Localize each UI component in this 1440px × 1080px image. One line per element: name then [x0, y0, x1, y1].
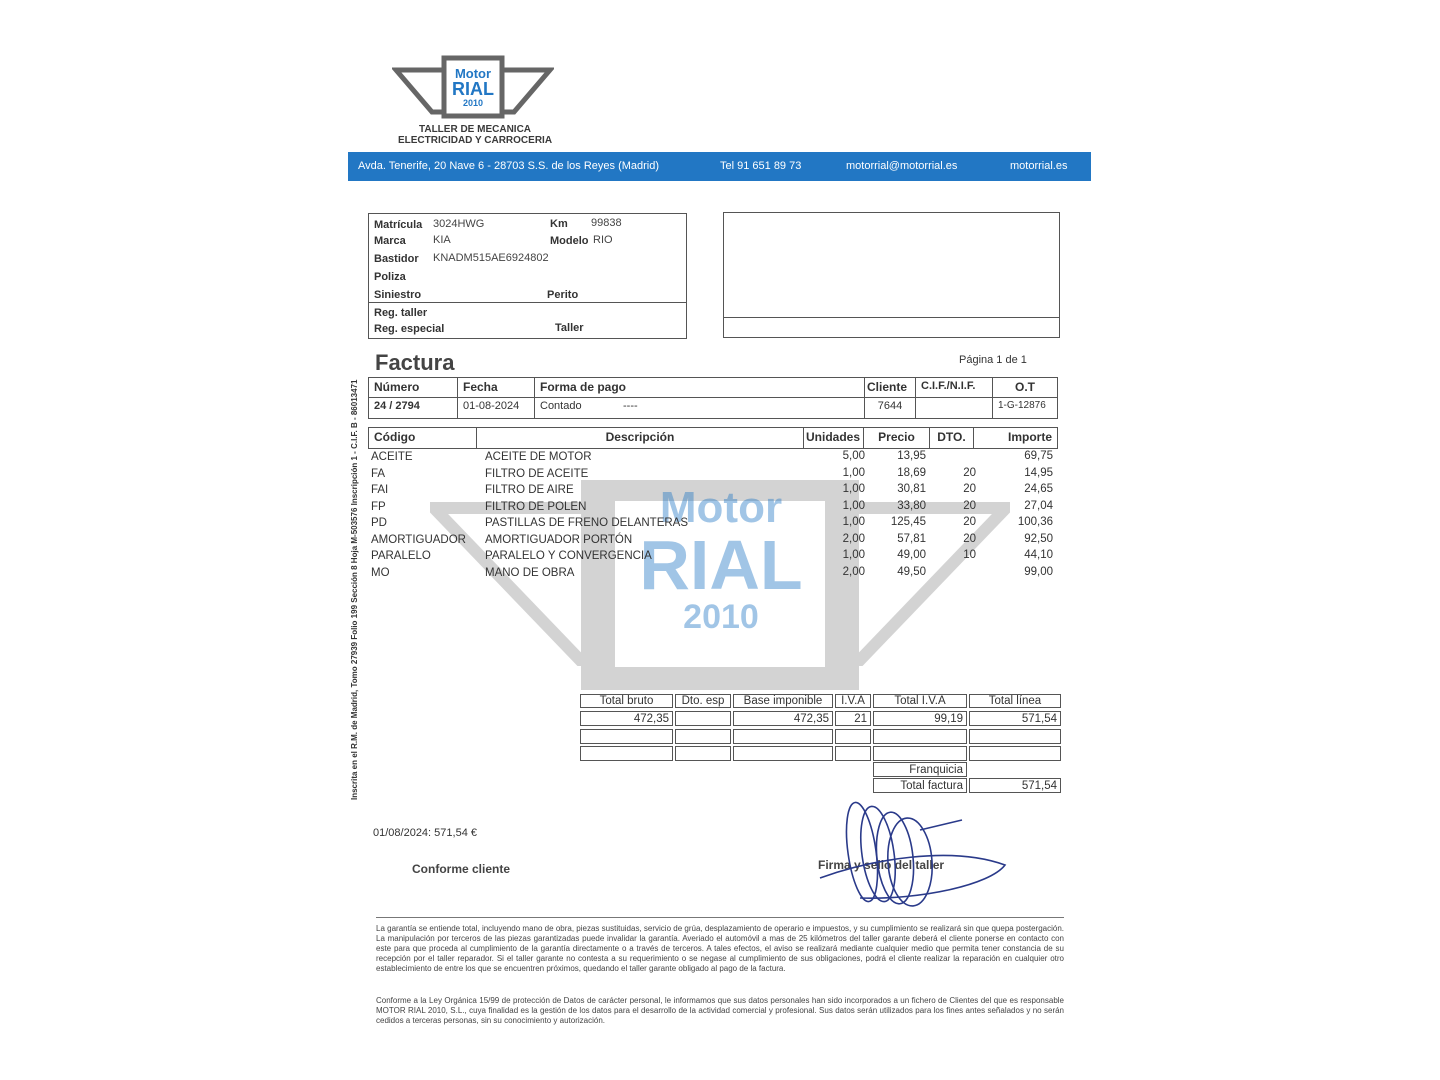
- totals-table: [580, 694, 1064, 794]
- payment-note: 01/08/2024: 571,54 €: [373, 827, 477, 839]
- registry-note: Inscrita en el R.M. de Madrid, Tomo 27939 Folio 199 Sección 8 Hoja M-503576 Inscripción 1 - C.I.F. B - 86013471: [350, 379, 359, 800]
- item-dto: 20: [963, 483, 976, 495]
- descripcion-header: Descripción: [476, 427, 804, 449]
- total-bruto-header: Total bruto: [580, 694, 673, 708]
- cliente-value: 7644: [864, 397, 916, 419]
- km-value: 99838: [591, 217, 622, 229]
- company-tagline: [380, 124, 570, 146]
- item-precio: 13,95: [897, 450, 926, 462]
- item-precio: 30,81: [897, 483, 926, 495]
- modelo-value: RIO: [593, 234, 613, 246]
- signature: [800, 790, 1020, 920]
- tagline-line2: ELECTRICIDAD Y CARROCERIA: [397, 135, 553, 146]
- unidades-header: Unidades: [803, 427, 864, 449]
- item-codigo: PARALELO: [371, 550, 431, 562]
- base-imponible-value: 472,35: [733, 711, 833, 726]
- item-precio: 49,50: [897, 565, 926, 578]
- invoice-info-table: [368, 377, 1058, 419]
- item-unidades: 1,00: [842, 516, 865, 528]
- km-label: Km: [550, 218, 568, 230]
- item-descripcion: FILTRO DE POLEN: [485, 500, 587, 513]
- perito-label: Perito: [547, 289, 579, 301]
- item-unidades: 1,00: [842, 466, 865, 479]
- items-header: [368, 427, 1058, 449]
- empty-cell: [969, 729, 1061, 744]
- item-descripcion: PASTILLAS DE FRENO DELANTERAS: [485, 517, 689, 529]
- fecha-header: Fecha: [457, 377, 535, 398]
- cliente-header: Cliente: [864, 377, 916, 398]
- bastidor-label: Bastidor: [374, 253, 419, 265]
- total-iva-header: Total I.V.A: [873, 694, 967, 708]
- matricula-label: Matrícula: [374, 219, 423, 231]
- item-importe: 14,95: [1024, 466, 1053, 479]
- dto-esp-header: Dto. esp: [675, 694, 731, 708]
- page-indicator: Página 1 de 1: [959, 354, 1027, 366]
- empty-cell: [835, 746, 871, 761]
- empty-cell: [873, 746, 967, 761]
- modelo-label: Modelo: [550, 235, 589, 247]
- item-precio: 49,00: [897, 549, 926, 561]
- empty-cell: [873, 729, 967, 744]
- forma-pago-text: Contado: [540, 400, 582, 412]
- item-codigo: ACEITE: [371, 451, 413, 463]
- tagline-line1: TALLER DE MECANICA: [418, 124, 532, 135]
- item-descripcion: ACEITE DE MOTOR: [485, 451, 592, 463]
- forma-pago-extra: ----: [623, 400, 638, 412]
- item-unidades: 5,00: [842, 450, 865, 462]
- marca-label: Marca: [374, 235, 406, 247]
- table-row: [368, 549, 1058, 565]
- table-row: [368, 483, 1058, 499]
- phone-text: Tel 91 651 89 73: [720, 160, 802, 172]
- table-row: [368, 500, 1058, 516]
- item-dto: 20: [963, 499, 976, 512]
- precio-header: Precio: [863, 427, 930, 449]
- firma-taller-label: Firma y sello del taller: [818, 858, 945, 872]
- forma-pago-value: [534, 397, 865, 419]
- item-importe: 24,65: [1024, 483, 1053, 495]
- numero-header: Número: [368, 377, 458, 398]
- item-unidades: 2,00: [842, 565, 865, 578]
- company-logo: [392, 52, 554, 124]
- table-row: [368, 516, 1058, 532]
- item-importe: 44,10: [1024, 549, 1053, 561]
- customer-box: [723, 212, 1060, 338]
- franquicia-label: Franquicia: [873, 762, 967, 777]
- item-dto: 20: [963, 532, 976, 545]
- reg-taller-label: Reg. taller: [374, 307, 428, 319]
- item-importe: 99,00: [1024, 565, 1053, 578]
- dto-esp-value: [675, 711, 731, 726]
- svg-text:RIAL: RIAL: [452, 79, 494, 99]
- legal-divider: [376, 917, 1064, 918]
- item-codigo: MO: [371, 566, 390, 579]
- item-precio: 18,69: [897, 466, 926, 479]
- total-factura-label: Total factura: [873, 778, 967, 793]
- item-unidades: 1,00: [842, 549, 865, 561]
- item-dto: 10: [963, 549, 976, 561]
- address-text: Avda. Tenerife, 20 Nave 6 - 28703 S.S. de los Reyes (Madrid): [358, 160, 660, 172]
- table-row: [368, 450, 1058, 466]
- total-linea-value: 571,54: [969, 711, 1061, 726]
- items-list: [368, 450, 1058, 585]
- empty-cell: [675, 746, 731, 761]
- vehicle-box: [368, 213, 687, 339]
- forma-pago-header: Forma de pago: [534, 377, 865, 398]
- total-bruto-value: 472,35: [580, 711, 673, 726]
- total-factura-value: 571,54: [969, 778, 1061, 793]
- poliza-label: Poliza: [374, 271, 406, 283]
- item-descripcion: MANO DE OBRA: [485, 566, 575, 579]
- conforme-cliente: Conforme cliente: [412, 862, 511, 876]
- item-codigo: FAI: [371, 484, 389, 496]
- item-precio: 57,81: [897, 532, 926, 545]
- item-unidades: 1,00: [842, 483, 865, 495]
- fecha-value: 01-08-2024: [457, 397, 535, 419]
- website-text: motorrial.es: [1010, 160, 1068, 172]
- table-row: [368, 467, 1058, 483]
- svg-text:Motor: Motor: [454, 66, 492, 81]
- watermark-word-1: Motor: [659, 483, 783, 532]
- svg-text:2010: 2010: [462, 98, 484, 108]
- item-descripcion: FILTRO DE ACEITE: [485, 467, 589, 480]
- data-protection-text: Conforme a la Ley Orgánica 15/99 de protección de Datos de carácter personal, le informamos que sus datos personales han sido incorporados a un fichero de Clientes del que es responsable MOTOR RIAL 2010, S.L., cuya finalidad es la gestión de los datos para el desarrollo de la actividad comercial y profesional. Sus datos serán utilizados para los fines antes señalados y no serán cedidos a terceras personas, sin su conocimiento y autorización.: [376, 996, 1064, 1025]
- matricula-value: 3024HWG: [433, 218, 485, 230]
- numero-value: 24 / 2794: [368, 397, 458, 419]
- siniestro-label: Siniestro: [374, 289, 422, 301]
- item-dto: 20: [963, 516, 976, 528]
- item-unidades: 2,00: [842, 532, 865, 545]
- item-importe: 100,36: [1017, 516, 1053, 528]
- item-descripcion: FILTRO DE AIRE: [485, 484, 574, 496]
- item-precio: 125,45: [890, 516, 926, 528]
- watermark-word-2: RIAL: [639, 526, 803, 604]
- item-codigo: PD: [371, 517, 387, 529]
- item-dto: 20: [963, 466, 976, 479]
- empty-cell: [580, 746, 673, 761]
- table-row: [368, 566, 1058, 582]
- importe-header: Importe: [973, 427, 1058, 449]
- item-descripcion: AMORTIGUADOR PORTÓN: [485, 533, 633, 546]
- item-importe: 27,04: [1024, 499, 1053, 512]
- taller-label: Taller: [555, 322, 584, 334]
- item-precio: 33,80: [897, 499, 926, 512]
- empty-cell: [733, 729, 833, 744]
- ot-value: 1-G-12876: [992, 397, 1058, 419]
- ot-header: O.T: [992, 377, 1058, 398]
- marca-value: KIA: [433, 234, 451, 246]
- cif-header: C.I.F./N.I.F.: [915, 377, 993, 398]
- dto-header: DTO.: [929, 427, 974, 449]
- watermark-word-3: 2010: [683, 598, 759, 636]
- iva-header: I.V.A: [835, 694, 871, 708]
- guarantee-text: La garantía se entiende total, incluyendo mano de obra, piezas sustituidas, servicio de grúa, desplazamiento de operario e impuestos, y su cumplimiento se realizará sin que quepa postergación. La manipulación por terceros de las piezas garantizadas puede invalidar la garantía. Averiado el automóvil a mas de 25 kilómetros del taller garante deberá el cliente ponerse en contacto con este para que proceda al cumplimiento de la garantía directamente o a través de terceros. A tales efectos, el aviso se realizará mediante cualquier medio que permita tener constancia de su recepción por el taller reparador. Si el taller garante no contesta a su requerimiento o se negase al cumplimiento de sus obligaciones, podrá el cliente realizar la reparación en cualquier otro establecimiento de entre los que se encuentren próximos, quedando el taller garante obligado al pago de la factura.: [376, 924, 1064, 973]
- empty-cell: [580, 729, 673, 744]
- email-text: motorrial@motorrial.es: [846, 160, 958, 172]
- item-importe: 69,75: [1024, 450, 1053, 462]
- empty-cell: [733, 746, 833, 761]
- contact-bar: [348, 152, 1091, 181]
- codigo-header: Código: [368, 427, 477, 449]
- invoice-title: Factura: [375, 350, 455, 375]
- base-imponible-header: Base imponible: [733, 694, 833, 708]
- item-codigo: AMORTIGUADOR: [371, 533, 466, 546]
- item-importe: 92,50: [1024, 532, 1053, 545]
- empty-cell: [675, 729, 731, 744]
- item-codigo: FA: [371, 467, 386, 480]
- total-linea-header: Total línea: [969, 694, 1061, 708]
- item-codigo: FP: [371, 500, 386, 513]
- empty-cell: [969, 746, 1061, 761]
- item-descripcion: PARALELO Y CONVERGENCIA: [485, 550, 652, 562]
- total-iva-value: 99,19: [873, 711, 967, 726]
- table-row: [368, 533, 1058, 549]
- bastidor-value: KNADM515AE6924802: [433, 252, 549, 264]
- cif-value: [915, 397, 993, 419]
- iva-value: 21: [835, 711, 871, 726]
- reg-especial-label: Reg. especial: [374, 323, 445, 335]
- empty-cell: [835, 729, 871, 744]
- item-unidades: 1,00: [842, 499, 865, 512]
